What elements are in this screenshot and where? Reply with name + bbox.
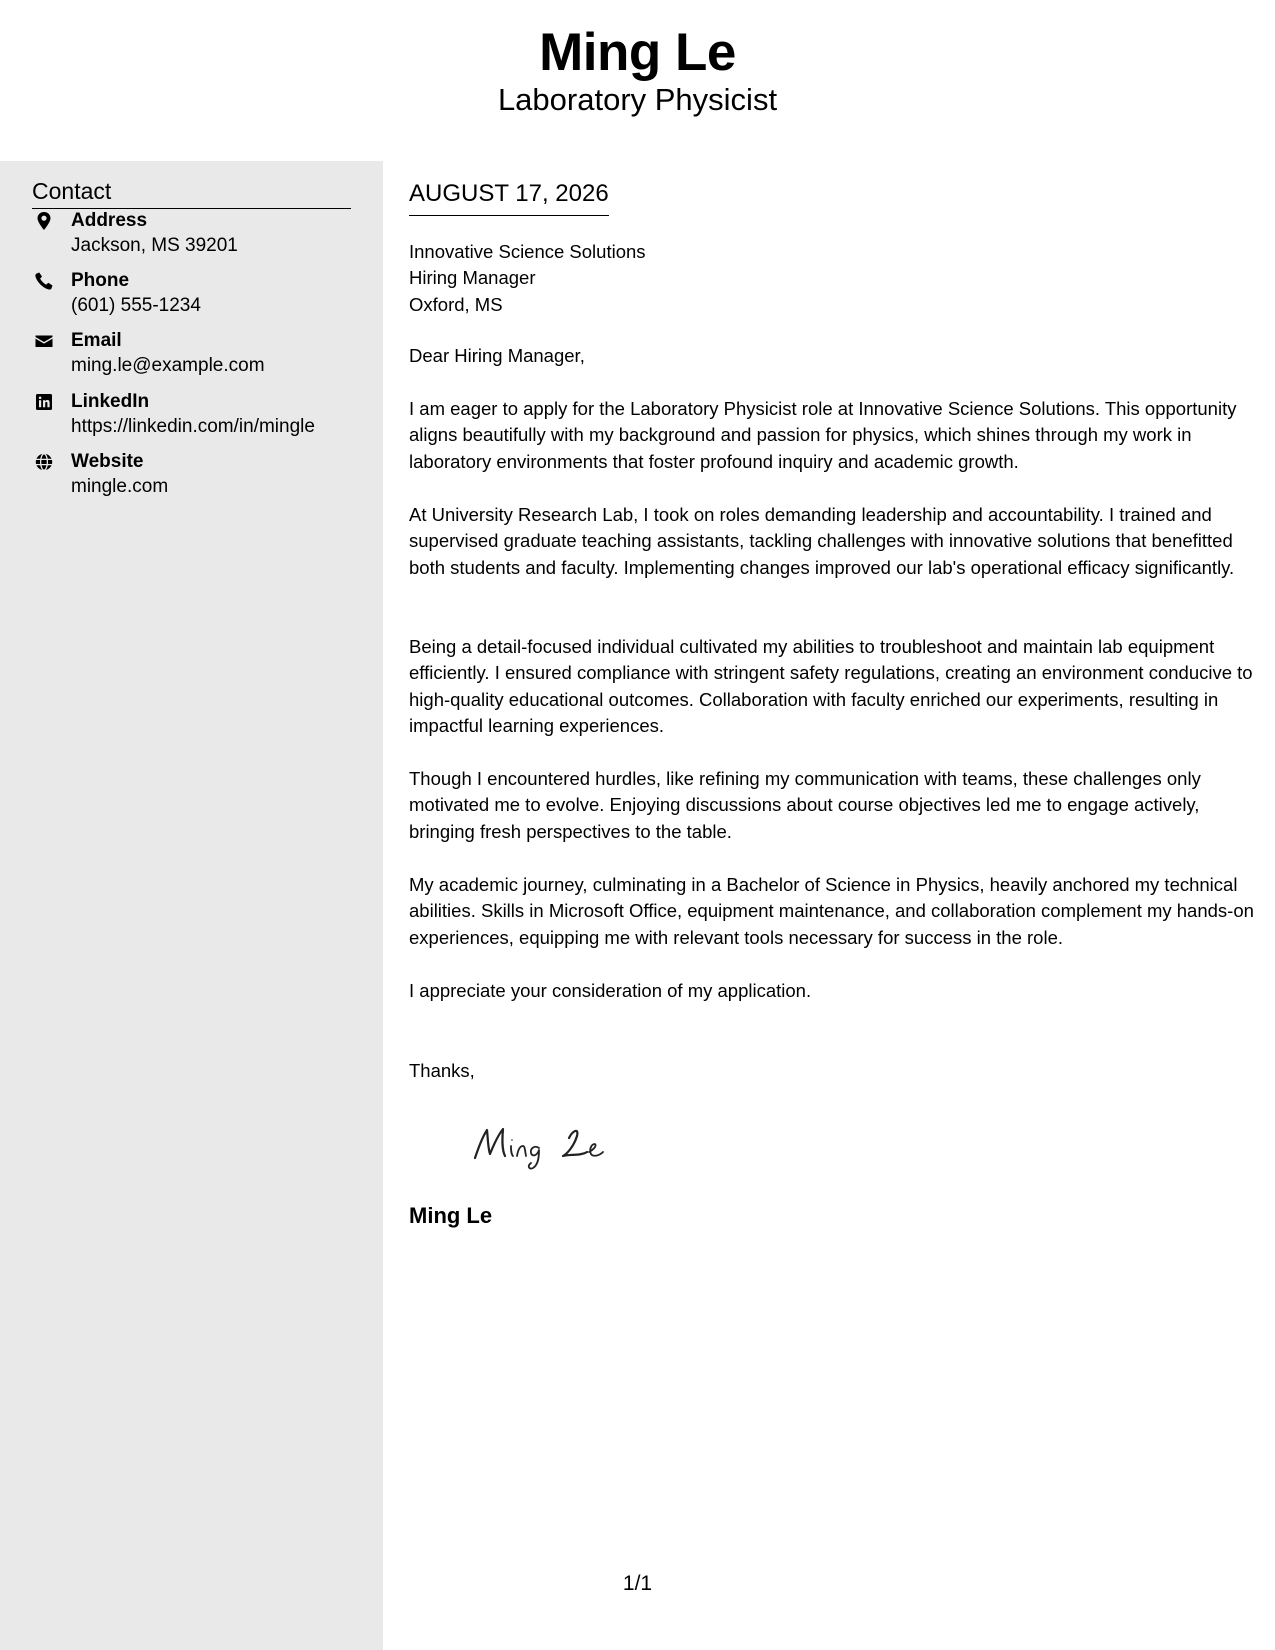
- contact-label: Website: [71, 451, 144, 472]
- phone-icon: [34, 271, 54, 291]
- contact-label: Email: [71, 330, 122, 351]
- salutation: Dear Hiring Manager,: [409, 345, 585, 366]
- contact-item-address: [32, 209, 362, 261]
- contact-label: LinkedIn: [71, 391, 150, 412]
- contact-label: Address: [71, 210, 148, 231]
- contact-item-website: [32, 450, 362, 502]
- contact-item-phone: [32, 269, 362, 321]
- linkedin-icon: [34, 392, 54, 412]
- applicant-title: Laboratory Physicist: [497, 82, 778, 117]
- contact-heading: Contact: [32, 176, 351, 209]
- contact-item-email: [32, 329, 362, 381]
- email-value[interactable]: ming.le@example.com: [71, 355, 265, 376]
- recipient-location: Oxford, MS: [409, 293, 503, 315]
- sign-off: Thanks,: [409, 1060, 475, 1081]
- recipient-block: [409, 239, 646, 318]
- closing-line: I appreciate your consideration of my application.: [409, 980, 812, 1001]
- page-number: 1/1: [622, 1572, 653, 1595]
- paragraph: I am eager to apply for the Laboratory Physicist role at Innovative Science Solutions. This opportunity aligns beautifully with my background and passion for physics, which shines through my work in laboratory environments that foster profound inquiry and academic growth.: [409, 398, 1237, 472]
- applicant-name: Ming Le: [539, 23, 736, 82]
- paragraph: Though I encountered hurdles, like refining my communication with teams, these challenges only motivated me to evolve. Enjoying discussions about course objectives led me to engage actively, bringing fresh perspectives to the table.: [409, 768, 1201, 842]
- sidebar: [0, 161, 383, 1650]
- phone-value: (601) 555-1234: [71, 295, 201, 316]
- paragraph: My academic journey, culminating in a Bachelor of Science in Physics, heavily anchored my technical abilities. Skills in Microsoft Office, equipment maintenance, and collaboration complement my hands-on experiences, equipping me with relevant tools necessary for success in the role.: [409, 874, 1254, 948]
- recipient-company: Innovative Science Solutions: [409, 241, 646, 262]
- globe-icon: [34, 452, 54, 472]
- map-pin-icon: [34, 211, 54, 231]
- letter-date: AUGUST 17, 2026: [409, 179, 609, 216]
- address-value: Jackson, MS 39201: [71, 235, 238, 256]
- linkedin-value[interactable]: https://linkedin.com/in/mingle: [71, 416, 315, 437]
- recipient-contact: Hiring Manager: [409, 267, 536, 289]
- paragraph: Being a detail-focused individual cultivated my abilities to troubleshoot and maintain lab equipment efficiently. I ensured compliance with stringent safety regulations, creating an environment conducive to high-quality educational outcomes. Collaboration with faculty enriched our experiments, resulting in impactful learning experiences.: [409, 636, 1253, 737]
- website-value[interactable]: mingle.com: [71, 476, 169, 497]
- contact-label: Phone: [71, 270, 130, 291]
- handwritten-signature: [469, 1116, 629, 1176]
- envelope-icon: [34, 331, 54, 351]
- contact-item-linkedin: [32, 390, 362, 442]
- paragraph: At University Research Lab, I took on roles demanding leadership and accountability. I trained and supervised graduate teaching assistants, tackling challenges with innovative solutions that benefitted both students and faculty. Implementing changes improved our lab's operational efficacy significantly.: [409, 504, 1235, 578]
- header: [0, 0, 1275, 161]
- signer-name: Ming Le: [409, 1203, 493, 1228]
